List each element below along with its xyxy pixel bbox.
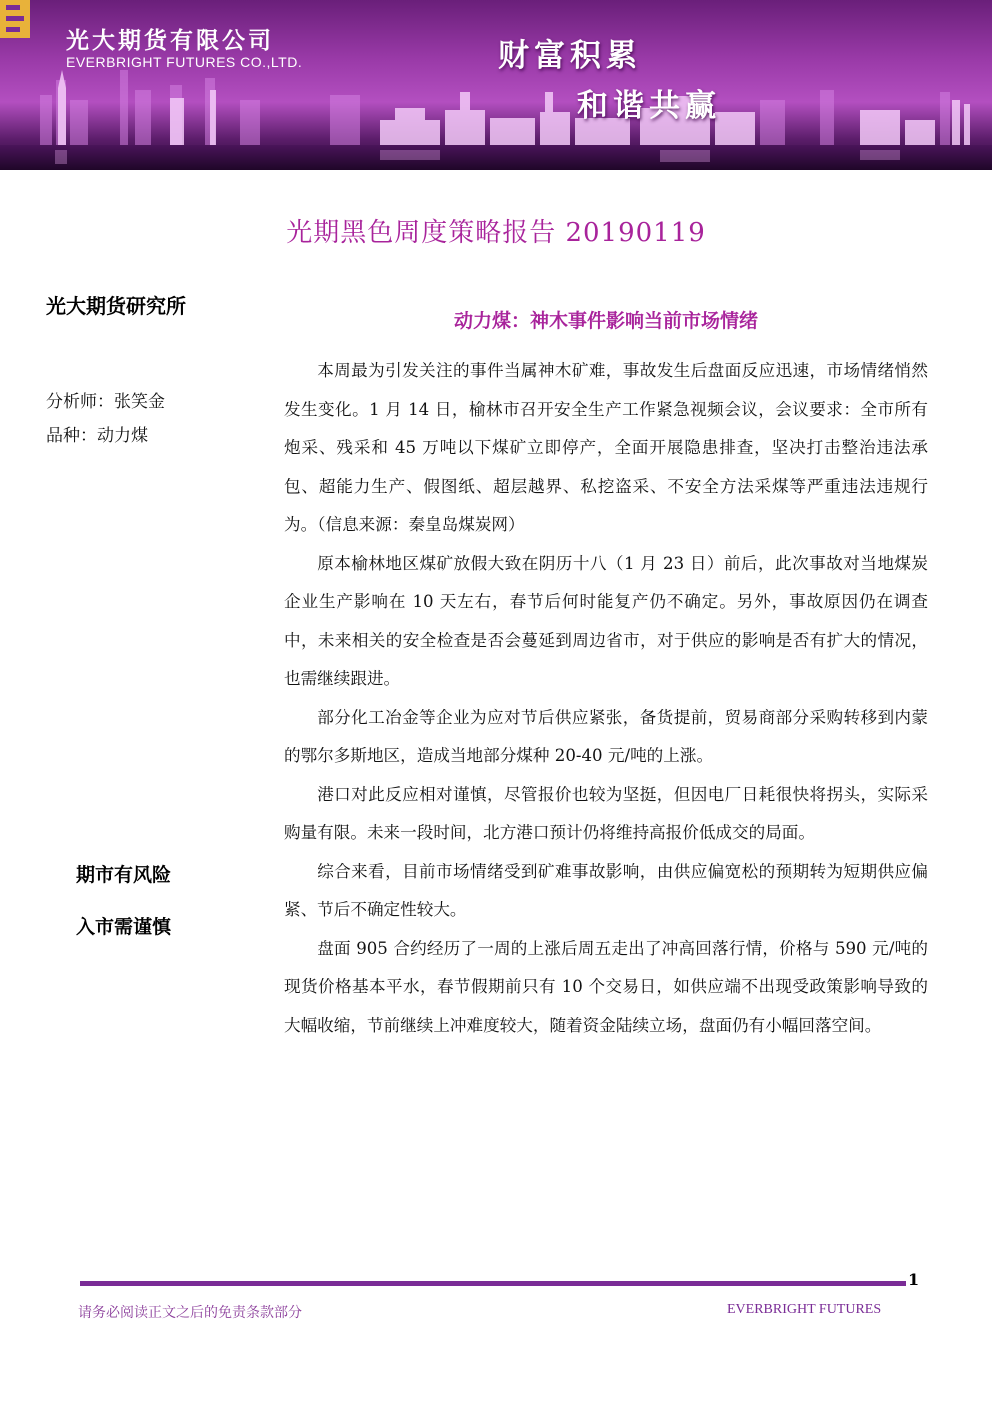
paragraph: 盘面 905 合约经历了一周的上涨后周五走出了冲高回落行情，价格与 590 元/吨的现货价格基本平水，春节假期前只有 10 个交易日，如供应端不出现受政策影响导致的大幅收缩，节前继续上冲难度较大，随着资金陆续立场，盘面仍有小幅回落空间。: [284, 938, 928, 1035]
company-name-en: EVERBRIGHT FUTURES CO.,LTD.: [66, 54, 303, 70]
paragraph: 综合来看，目前市场情绪受到矿难事故影响，由供应偏宽松的预期转为短期供应偏紧、节后不确定性较大。: [284, 861, 928, 919]
analyst-line: 分析师：张笑金: [46, 392, 165, 412]
sidebar: [46, 290, 256, 319]
section-title: 动力煤：神木事件影响当前市场情绪: [453, 310, 758, 332]
page-number: 1: [908, 1270, 920, 1289]
risk-warning-line-2: 入市需谨慎: [76, 916, 172, 938]
paragraph: 部分化工冶金等企业为应对节后供应紧张，备货提前，贸易商部分采购转移到内蒙的鄂尔多斯地区，造成当地部分煤种 20-40 元/吨的上涨。: [284, 707, 928, 765]
disclaimer-note: 请务必阅读正文之后的免责条款部分: [78, 1305, 302, 1321]
slogan-line-2: 和谐共赢: [577, 88, 721, 124]
paragraph: 本周最为引发关注的事件当属神木矿难，事故发生后盘面反应迅速，市场情绪悄然发生变化。1 月 14 日，榆林市召开安全生产工作紧急视频会议，会议要求：全市所有炮采、残采和 45 万吨以下煤矿立即停产，全面开展隐患排查，坚决打击整治违法承包、超能力生产、假图纸、超层越界、私挖盗采、不安全方法采煤等严重违法违规行为。（信息来源：秦皇岛煤炭网）: [284, 361, 928, 534]
header-banner: [0, 0, 992, 170]
company-name-cn: 光大期货有限公司: [66, 27, 274, 54]
paragraph: 原本榆林地区煤矿放假大致在阴历十八（1 月 23 日）前后，此次事故对当地煤炭企业生产影响在 10 天左右，春节后何时能复产仍不确定。另外，事故原因仍在调查中，未来相关的安全检查是否会蔓延到周边省市，对于供应的影响是否有扩大的情况，也需继续跟进。: [284, 553, 928, 688]
research-institute: 光大期货研究所: [46, 294, 186, 318]
slogan-line-1: 财富积累: [498, 38, 642, 74]
paragraph: 港口对此反应相对谨慎，尽管报价也较为坚挺，但因电厂日耗很快将拐头，实际采购量有限。未来一段时间，北方港口预计仍将维持高报价低成交的局面。: [284, 784, 928, 842]
variety-line: 品种：动力煤: [46, 426, 148, 446]
footer-divider: [80, 1281, 906, 1286]
everbright-logo-icon: [0, 0, 30, 38]
risk-warning-line-1: 期市有风险: [76, 864, 172, 886]
report-title: 光期黑色周度策略报告 20190119: [286, 218, 706, 248]
article-body: [284, 352, 928, 1045]
footer-brand: EVERBRIGHT FUTURES: [727, 1302, 882, 1317]
